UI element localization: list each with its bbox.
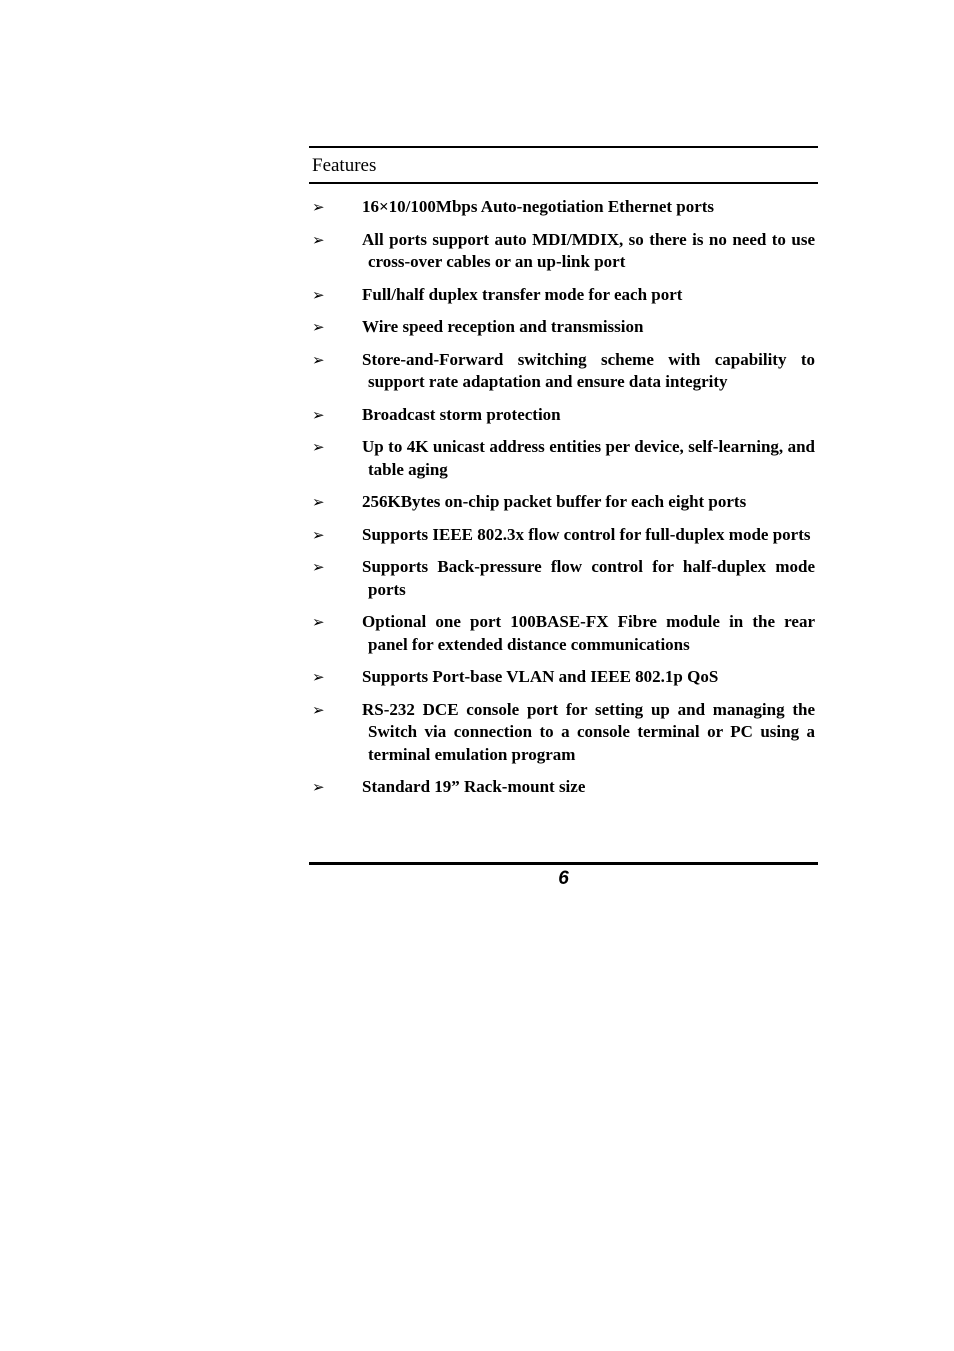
arrow-bullet-icon: ➢ xyxy=(312,525,325,544)
arrow-bullet-icon: ➢ xyxy=(312,405,325,424)
feature-item xyxy=(309,404,818,427)
feature-item xyxy=(309,436,818,481)
feature-item xyxy=(309,316,818,339)
feature-item xyxy=(309,196,818,219)
feature-text: Optional one port 100BASE-FX Fibre module in the rear panel for extended distance communications xyxy=(362,612,815,654)
feature-item xyxy=(309,666,818,689)
feature-text: Up to 4K unicast address entities per device, self-learning, and table aging xyxy=(362,437,815,479)
feature-item xyxy=(309,284,818,307)
feature-text: Supports Back-pressure flow control for half-duplex mode ports xyxy=(362,557,815,599)
arrow-bullet-icon: ➢ xyxy=(312,668,325,686)
feature-text: Full/half duplex transfer mode for each port xyxy=(362,284,683,304)
arrow-bullet-icon: ➢ xyxy=(312,438,325,456)
arrow-bullet-icon: ➢ xyxy=(312,350,325,369)
feature-text: 256KBytes on-chip packet buffer for each eight ports xyxy=(362,492,747,511)
feature-text: Standard 19” Rack-mount size xyxy=(362,777,586,796)
arrow-bullet-icon: ➢ xyxy=(312,493,325,511)
feature-text: All ports support auto MDI/MDIX, so there is no need to use cross-over cables or an up-link port xyxy=(362,229,815,271)
feature-text: Store-and-Forward switching scheme with capability to support rate adaptation and ensure data integrity xyxy=(362,349,815,391)
document-page xyxy=(309,146,818,809)
feature-list xyxy=(309,184,818,799)
feature-item xyxy=(309,349,818,394)
arrow-bullet-icon: ➢ xyxy=(312,198,325,216)
feature-item xyxy=(309,524,818,547)
feature-text: Broadcast storm protection xyxy=(362,404,561,424)
arrow-bullet-icon: ➢ xyxy=(312,318,325,336)
arrow-bullet-icon: ➢ xyxy=(312,558,325,576)
feature-text: 16×10/100Mbps Auto-negotiation Ethernet ports xyxy=(362,197,715,216)
feature-item xyxy=(309,776,818,799)
arrow-bullet-icon: ➢ xyxy=(312,230,325,249)
page-number: 6 xyxy=(558,868,569,889)
feature-text: Wire speed reception and transmission xyxy=(362,317,644,336)
feature-item xyxy=(309,699,818,767)
footer-rule xyxy=(309,862,818,865)
feature-text: RS-232 DCE console port for setting up and managing the Switch via connection to a console terminal or PC using a terminal emulation program xyxy=(362,699,815,764)
arrow-bullet-icon: ➢ xyxy=(312,613,325,631)
feature-item xyxy=(309,491,818,514)
feature-item xyxy=(309,229,818,274)
feature-text: Supports Port-base VLAN and IEEE 802.1p QoS xyxy=(362,667,719,686)
section-title: Features xyxy=(312,155,377,176)
feature-item xyxy=(309,556,818,601)
feature-item xyxy=(309,611,818,656)
arrow-bullet-icon: ➢ xyxy=(312,285,325,304)
arrow-bullet-icon: ➢ xyxy=(312,700,325,719)
feature-text: Supports IEEE 802.3x flow control for full-duplex mode ports xyxy=(362,524,811,544)
arrow-bullet-icon: ➢ xyxy=(312,778,325,796)
